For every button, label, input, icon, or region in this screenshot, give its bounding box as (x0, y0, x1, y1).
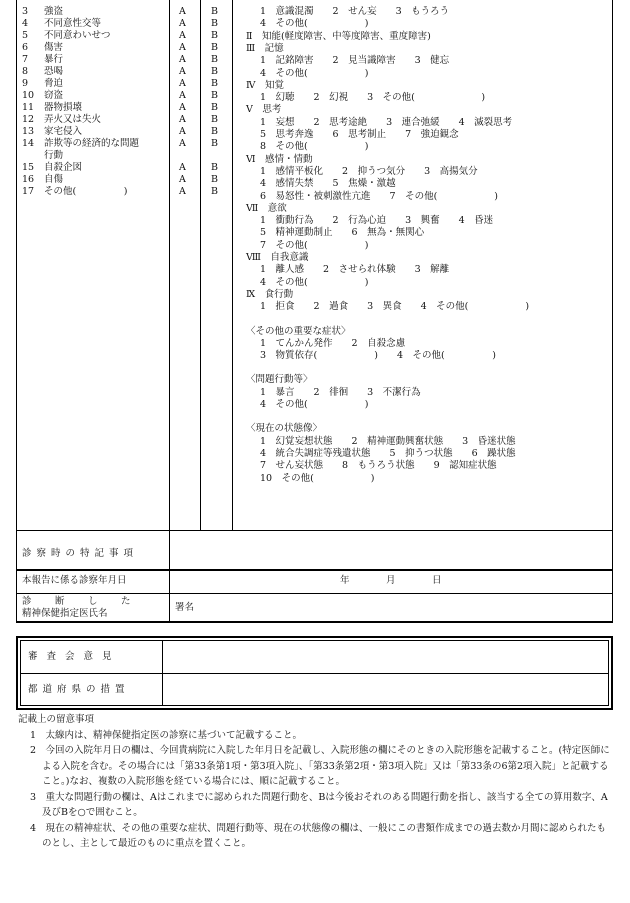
symptom-line[interactable]: 10 その他( ) (260, 472, 375, 484)
behavior-item[interactable] (22, 6, 63, 18)
behavior-number: 11 (22, 102, 35, 113)
review-box-divider-h (20, 673, 609, 674)
council-label: 審査会意見 (28, 651, 121, 662)
notes-heading: 記載上の留意事項 (18, 714, 95, 725)
symptom-line[interactable]: 4 その他( ) (260, 67, 369, 79)
behavior-label: 窃盗 (44, 90, 64, 101)
note-item-3: 3 重大な問題行動の欄は、Aはこれまでに認められた問題行動を、Bは今後おそれのある問題行動を指し、該当する全ての算用数字、A及びBを○で囲むこと。 (30, 791, 608, 818)
symptom-line[interactable]: 1 離人感 2 させられ体験 3 解離 (260, 264, 450, 276)
exam-date-year[interactable]: 年 (340, 575, 350, 586)
mark-b[interactable]: B (211, 162, 218, 173)
behavior-number: 6 (22, 42, 29, 53)
behavior-number: 14 (22, 138, 35, 149)
behavior-label: 不同意性交等 (44, 18, 102, 29)
behavior-item[interactable] (22, 78, 63, 90)
behavior-number: 9 (22, 78, 29, 89)
council-field[interactable] (164, 642, 607, 672)
behavior-item[interactable] (22, 54, 63, 66)
prefecture-field[interactable] (164, 675, 607, 705)
behavior-label: 傷害 (44, 42, 64, 53)
exam-date-month[interactable]: 月 (386, 575, 396, 586)
behavior-label: 暴行 (44, 54, 64, 65)
mark-a[interactable]: A (179, 42, 186, 53)
symptom-heading: Ⅴ 思考 (246, 104, 282, 116)
mark-a[interactable]: A (179, 138, 186, 149)
notes-section (18, 712, 614, 852)
mark-a[interactable]: A (179, 90, 186, 101)
behavior-item[interactable] (22, 102, 82, 114)
exam-date-day[interactable]: 日 (432, 575, 442, 586)
behavior-item[interactable] (22, 30, 111, 42)
special-notes-divider (169, 530, 170, 569)
symptom-line[interactable]: 1 幻覚妄想状態 2 精神運動興奮状態 3 昏迷状態 (260, 435, 516, 447)
mark-b[interactable]: B (211, 42, 218, 53)
mark-a[interactable]: A (179, 186, 186, 197)
frame-left (16, 0, 17, 622)
mark-b[interactable]: B (211, 18, 218, 29)
exam-date-divider (169, 571, 170, 622)
symptom-heading: 〈現在の状態像〉 (246, 423, 323, 435)
behavior-item[interactable] (22, 126, 82, 138)
symptom-heading: 〈問題行動等〉 (246, 374, 313, 386)
behavior-label: 不同意わいせつ (44, 30, 111, 41)
behavior-number: 4 (22, 18, 29, 29)
behavior-label: 器物損壊 (44, 102, 83, 113)
symptom-line[interactable]: 4 統合失調症等残遺状態 5 抑うつ状態 6 躁状態 (260, 447, 516, 459)
exam-date-label: 本報告に係る診察年月日 (22, 575, 127, 586)
symptom-line[interactable]: 4 その他( ) (260, 18, 369, 30)
behavior-item[interactable] (22, 90, 63, 102)
row-line-special-top (16, 530, 613, 531)
behavior-item[interactable] (22, 162, 82, 174)
symptom-line[interactable]: 7 せん妄状態 8 もうろう状態 9 認知症状態 (260, 460, 497, 472)
behavior-item[interactable] (22, 18, 101, 30)
behavior-number: 15 (22, 162, 35, 173)
behavior-item[interactable] (22, 174, 63, 186)
behavior-number: 10 (22, 90, 35, 101)
mark-a[interactable]: A (179, 162, 186, 173)
behavior-label: 自殺企図 (44, 162, 83, 173)
behavior-label: 家宅侵入 (44, 126, 83, 137)
symptom-line[interactable]: 1 感情平板化 2 抑うつ気分 3 高揚気分 (260, 165, 478, 177)
doctor-label-line2: 精神保健指定医氏名 (22, 608, 108, 619)
symptom-line[interactable]: 1 妄想 2 思考途絶 3 連合弛緩 4 滅裂思考 (260, 116, 513, 128)
behavior-number: 3 (22, 6, 29, 17)
row-line-special-bottom (16, 569, 613, 571)
row-line-date-bottom (16, 593, 613, 594)
note-item-1: 1 太線内は、精神保健指定医の診察に基づいて記載すること。 (30, 729, 303, 741)
behavior-number: 7 (22, 54, 29, 65)
col-divider-3 (232, 0, 233, 530)
symptom-line[interactable]: 5 精神運動制止 6 無為・無関心 (260, 227, 425, 239)
behavior-label: 恐喝 (44, 66, 64, 77)
behavior-number: 8 (22, 66, 29, 77)
mark-b[interactable]: B (211, 78, 218, 89)
mark-b[interactable]: B (211, 30, 218, 41)
behavior-item[interactable] (22, 186, 127, 198)
mark-a[interactable]: A (179, 66, 186, 77)
behavior-label: 行動 (44, 150, 64, 161)
symptom-line[interactable]: 1 拒食 2 過食 3 異食 4 その他( ) (260, 301, 530, 313)
symptom-line[interactable]: 1 意識混濁 2 せん妄 3 もうろう (260, 6, 450, 17)
special-notes-field[interactable] (171, 532, 610, 567)
mark-a[interactable]: A (179, 102, 186, 113)
mark-a[interactable]: A (179, 126, 186, 137)
symptom-line[interactable]: 4 その他( ) (260, 276, 369, 288)
symptom-heading: Ⅱ 知能(軽度障害、中等度障害、重度障害) (246, 30, 431, 42)
mark-a[interactable]: A (179, 18, 186, 29)
behavior-label: 弄火又は失火 (44, 114, 102, 125)
symptom-line[interactable]: 4 感情失禁 5 焦燥・激越 (260, 178, 396, 190)
behavior-label: 自傷 (44, 174, 64, 185)
behavior-number: 12 (22, 114, 35, 125)
col-divider-2 (200, 0, 201, 530)
symptom-heading: 〈その他の重要な症状〉 (246, 325, 351, 337)
mark-a[interactable]: A (179, 30, 186, 41)
mark-a[interactable]: A (179, 114, 186, 125)
symptom-line[interactable]: 1 記銘障害 2 見当識障害 3 健忘 (260, 55, 450, 67)
mark-a[interactable]: A (179, 78, 186, 89)
row-line-doctor-bottom (16, 621, 613, 623)
behavior-item[interactable] (22, 66, 63, 78)
behavior-label: 強盗 (44, 6, 64, 17)
symptom-line[interactable]: 4 その他( ) (260, 399, 369, 410)
mark-a[interactable]: A (179, 6, 186, 17)
mark-b[interactable]: B (211, 6, 218, 17)
mark-b[interactable]: B (211, 54, 218, 65)
behavior-label: 詐欺等の経済的な問題 (44, 138, 140, 149)
symptom-line[interactable]: 7 その他( ) (260, 239, 369, 251)
symptom-heading: Ⅷ 自我意識 (246, 252, 309, 263)
symptom-line[interactable]: 3 物質依存( ) 4 その他( ) (260, 350, 496, 362)
behavior-number: 17 (22, 186, 35, 197)
symptom-line[interactable]: 6 易怒性・被刺激性亢進 7 その他( ) (260, 190, 499, 202)
behavior-item[interactable] (22, 114, 101, 126)
behavior-number: 5 (22, 30, 29, 41)
mark-b[interactable]: B (211, 90, 218, 101)
special-notes-label: 診察時の特記事項 (22, 548, 139, 559)
mark-b[interactable]: B (211, 114, 218, 125)
mark-b[interactable]: B (211, 174, 218, 185)
mark-b[interactable]: B (211, 126, 218, 137)
behavior-label: 脅迫 (44, 78, 64, 89)
symptom-heading: Ⅸ 食行動 (246, 288, 294, 300)
mark-b[interactable]: B (211, 66, 218, 77)
symptom-heading: Ⅲ 記憶 (246, 42, 284, 54)
behavior-number: 16 (22, 174, 35, 185)
behavior-label: その他( ) (44, 186, 128, 197)
symptom-line[interactable]: 1 幻聴 2 幻視 3 その他( ) (260, 92, 486, 104)
behavior-item[interactable] (22, 138, 139, 150)
mark-b[interactable]: B (211, 102, 218, 113)
frame-right (612, 0, 613, 622)
mark-a[interactable]: A (179, 174, 186, 185)
prefecture-label: 都道府県の措置 (28, 684, 130, 695)
symptom-line[interactable]: 1 衝動行為 2 行為心迫 3 興奮 4 昏迷 (260, 215, 494, 227)
symptom-line[interactable]: 1 暴言 2 徘徊 3 不潔行為 (260, 386, 421, 398)
symptom-line[interactable]: 5 思考奔逸 6 思考制止 7 強迫観念 (260, 129, 459, 140)
signature-label[interactable]: 署名 (175, 602, 195, 613)
symptom-heading: Ⅶ 意欲 (246, 202, 287, 214)
mark-b[interactable]: B (211, 138, 218, 149)
note-item-2: 2 今回の入院年月日の欄は、今回貴病院に入院した年月日を記載し、入院形態の欄にそのときの入院形態を記載すること。(特定医師による入院を含む。その場合には「第33条第1項・第3項入院」、「第33条第2項・第3項入院」又は「第33条の6第2項入院」と記載すること。)なお、複数の入院形態を経ている場合には、順に記載すること。 (30, 745, 610, 787)
symptom-line[interactable]: 1 てんかん発作 2 自殺念慮 (260, 337, 406, 349)
behavior-item[interactable] (22, 150, 63, 162)
col-divider-1 (169, 0, 170, 530)
behavior-number: 13 (22, 126, 35, 137)
behavior-item[interactable] (22, 42, 63, 54)
symptom-line[interactable]: 8 その他( ) (260, 141, 369, 153)
mark-b[interactable]: B (211, 186, 218, 197)
doctor-label-line1: 診 断 し た (22, 596, 138, 607)
note-item-4: 4 現在の精神症状、その他の重要な症状、問題行動等、現在の状態像の欄は、一般にこの書類作成までの過去数か月間に認められたものとし、主として最近のものに重点を置くこと。 (30, 822, 607, 849)
symptom-heading: Ⅳ 知覚 (246, 79, 284, 91)
symptom-heading: Ⅵ 感情・情動 (246, 153, 313, 165)
mark-a[interactable]: A (179, 54, 186, 65)
